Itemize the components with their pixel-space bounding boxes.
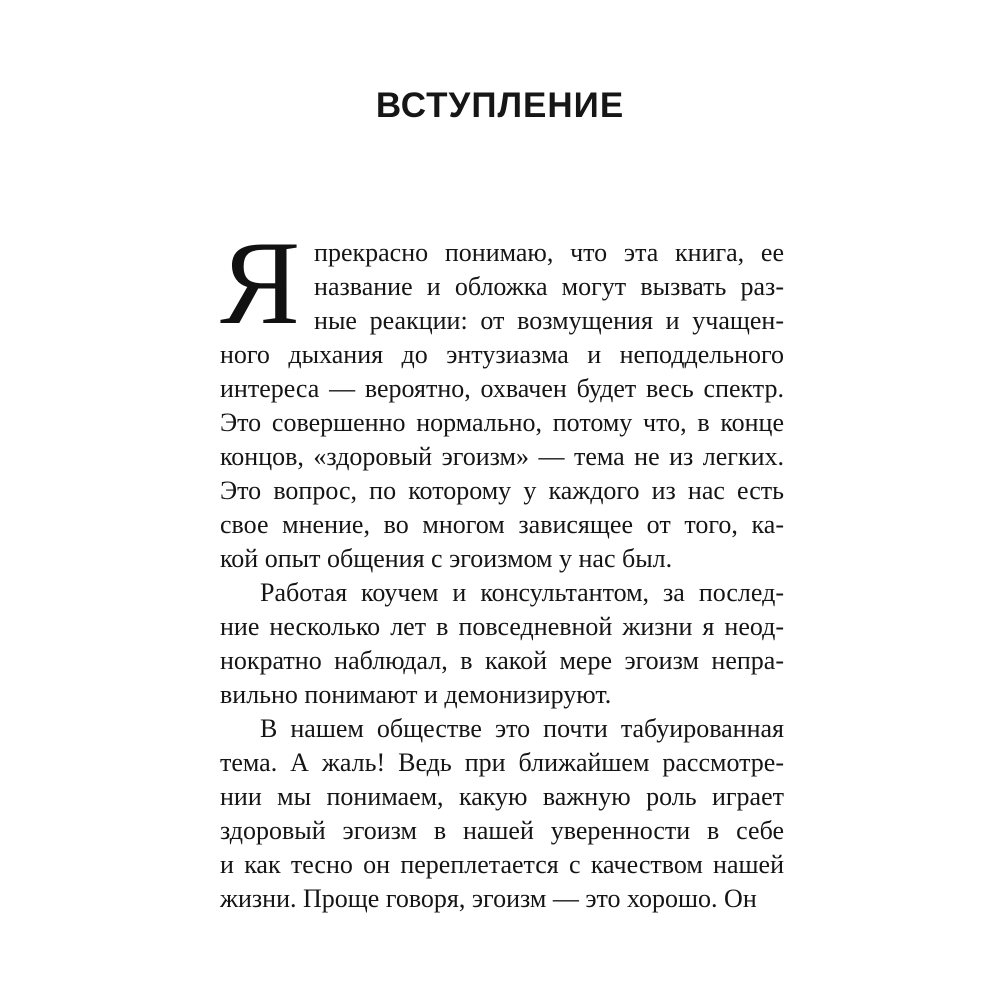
text-line: В нашем обществе это почти табуированная xyxy=(260,714,784,743)
text-line: нии мы понимаем, какую важную роль играет xyxy=(220,782,784,811)
text-line: Это совершенно нормально, потому что, в конце xyxy=(220,408,784,437)
text-line: концов, «здоровый эгоизм» — тема не из легких. xyxy=(220,442,784,471)
dropcap-letter: Я xyxy=(220,216,301,349)
text-line: ние несколько лет в повседневной жизни я неод- xyxy=(220,612,784,641)
chapter-title: ВСТУПЛЕНИЕ xyxy=(375,86,625,125)
text-line: кой опыт общения с эгоизмом у нас был. xyxy=(220,544,673,573)
text-line: вильно понимают и демонизируют. xyxy=(220,680,612,709)
text-line: название и обложка могут вызвать раз- xyxy=(314,272,784,301)
text-line: жизни. Проще говоря, эгоизм — это хорошо. Он xyxy=(220,884,757,913)
text-line: и как тесно он переплетается с качеством нашей xyxy=(220,850,784,879)
text-line: тема. А жаль! Ведь при ближайшем рассмотре- xyxy=(220,748,784,777)
text-line: ные реакции: от возмущения и учащен- xyxy=(314,306,784,335)
text-line: ного дыхания до энтузиазма и неподдельного xyxy=(220,340,784,369)
text-line: Это вопрос, по которому у каждого из нас есть xyxy=(220,476,784,505)
text-line: здоровый эгоизм в нашей уверенности в себе xyxy=(220,816,784,845)
body-text xyxy=(220,216,784,916)
text-line: свое мнение, во многом зависящее от того, ка- xyxy=(220,510,784,539)
text-line: Работая коучем и консультантом, за послед- xyxy=(260,578,784,607)
text-line: интереса — вероятно, охвачен будет весь спектр. xyxy=(220,374,784,403)
text-line: Япрекрасно понимаю, что эта книга, ее xyxy=(220,216,784,349)
text-line: нократно наблюдал, в какой мере эгоизм непра- xyxy=(220,646,784,675)
